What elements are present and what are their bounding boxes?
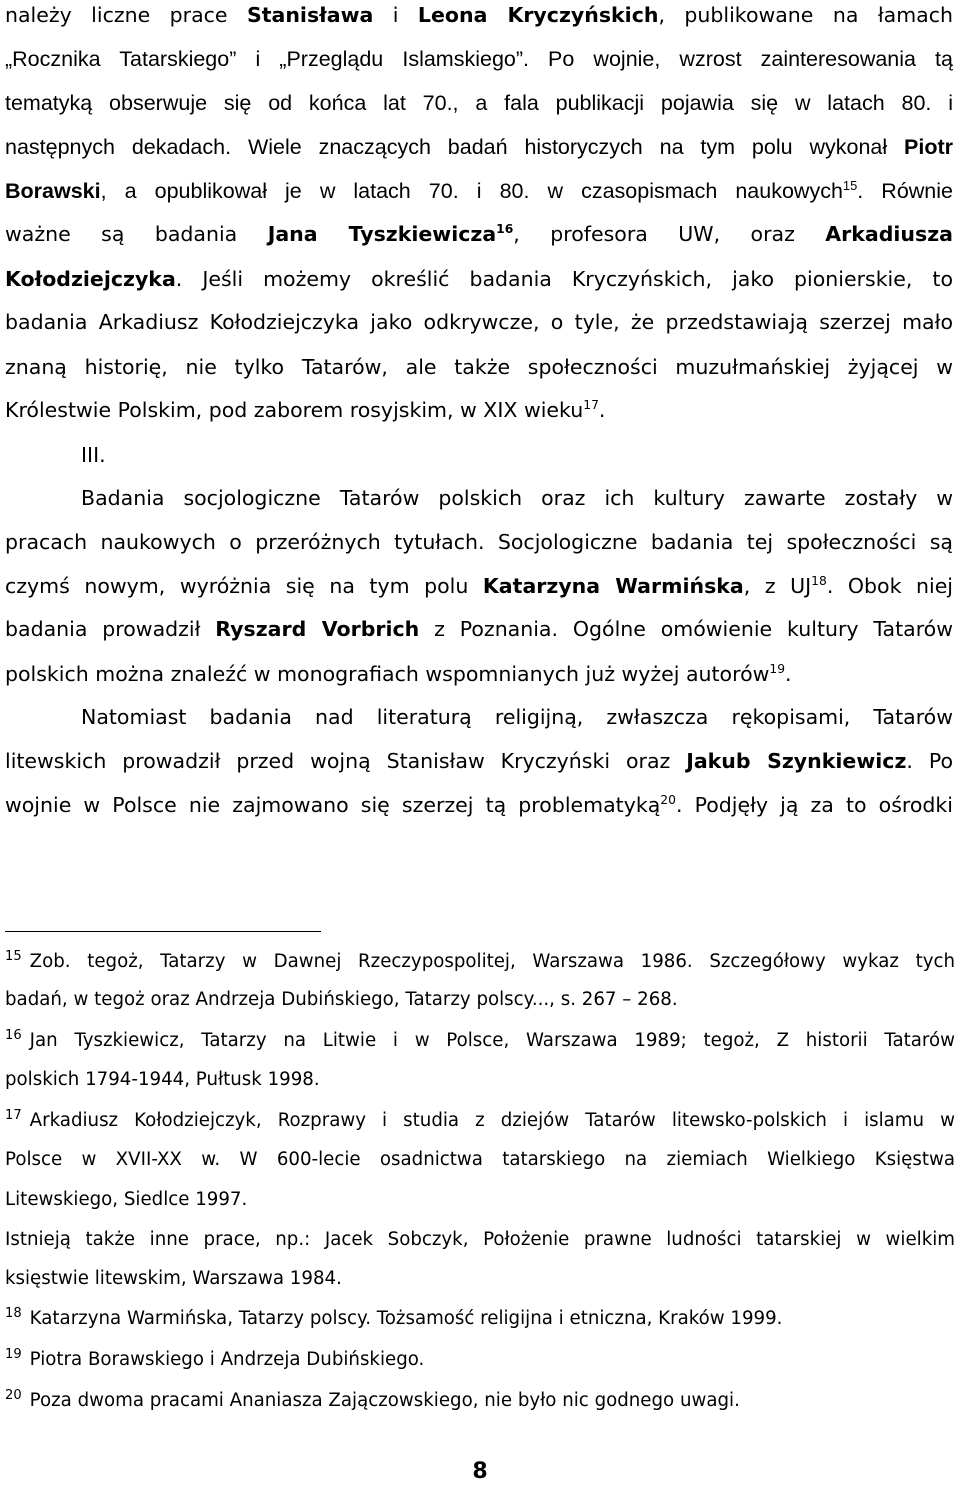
author-name: Arkadiusza [825, 222, 953, 246]
text: . Obok niej [826, 574, 953, 598]
footnote-15-cont: badań, w tegoż oraz Andrzeja Dubińskiego, Tatarzy polscy..., s. 267 – 268. [5, 989, 678, 1010]
page-number: 8 [472, 1459, 488, 1484]
body-line-12: Badania socjologiczne Tatarów polskich oraz ich kultury zawarte zostały w [81, 486, 953, 510]
body-line-16 [5, 652, 953, 696]
footnote-19 [5, 1340, 955, 1380]
text: litewskich prowadził przed wojną Stanisław Kryczyński oraz [5, 749, 687, 773]
text: . Podjęły ją za to ośrodki [675, 793, 953, 817]
text: , publikowane na łamach [658, 3, 953, 27]
footnote-17 [5, 1101, 955, 1141]
footnote-number: 15 [5, 948, 22, 964]
text: . [598, 398, 606, 422]
footnote-ref: 19 [769, 662, 786, 677]
footnote-15 [5, 942, 955, 982]
footnote-17-cont: księstwie litewskim, Warszawa 1984. [5, 1268, 342, 1289]
body-line-19 [5, 783, 953, 827]
footnote-number: 20 [5, 1387, 22, 1403]
footnote-ref: 15 [842, 177, 858, 193]
author-name: Leona Kryczyńskich [417, 3, 659, 27]
body-line-13: pracach naukowych o przeróżnych tytułach. Socjologiczne badania tej społeczności są [5, 530, 953, 554]
footnote-text: Arkadiusz Kołodziejczyk, Rozprawy i studia z dziejów Tatarów litewsko-polskich i islamu w [29, 1110, 955, 1131]
footnote-separator [5, 931, 321, 932]
body-line-14 [5, 564, 953, 608]
body-line-6 [5, 212, 953, 256]
footnote-text: Zob. tegoż, Tatarzy w Dawnej Rzeczypospolitej, Warszawa 1986. Szczegółowy wykaz tych [29, 951, 955, 972]
body-line-2: „Rocznika Tatarskiego” i „Przeglądu Islamskiego”. Po wojnie, wzrost zainteresowania tą [5, 47, 953, 71]
author-name: Katarzyna Warmińska [482, 574, 744, 598]
footnote-18 [5, 1299, 955, 1339]
text: wojnie w Polsce nie zajmowano się szerzej tą problematyką [5, 793, 661, 817]
footnote-20 [5, 1381, 955, 1421]
author-name: Kołodziejczyka [5, 267, 176, 291]
body-line-8: badania Arkadiusz Kołodziejczyka jako odkrywcze, o tyle, że przedstawiają szerzej mało [5, 310, 953, 334]
author-name: Borawski [5, 179, 101, 203]
author-name: Ryszard Vorbrich [215, 617, 420, 641]
author-name: Jana Tyszkiewicza [267, 222, 497, 246]
body-line-1 [5, 0, 953, 37]
text: badania prowadził [5, 617, 216, 641]
footnote-number: 16 [5, 1027, 22, 1043]
text: . [785, 662, 792, 686]
footnote-ref: 16 [496, 222, 514, 237]
footnote-16 [5, 1021, 955, 1061]
body-line-15 [5, 607, 953, 651]
body-line-5 [5, 169, 953, 213]
text: . Równie [857, 179, 953, 203]
author-name: Jakub Szynkiewicz [686, 749, 907, 773]
footnote-17-cont: Polsce w XVII-XX w. W 600-lecie osadnictwa tatarskiego na ziemiach Wielkiego Księstwa [5, 1149, 955, 1170]
author-name: Stanisława [246, 3, 374, 27]
footnote-17-cont: Litewskiego, Siedlce 1997. [5, 1189, 248, 1210]
text: . Po [906, 749, 954, 773]
text: ważne są badania [5, 222, 268, 246]
body-line-17: Natomiast badania nad literaturą religijną, zwłaszcza rękopisami, Tatarów [81, 705, 953, 729]
text: czymś nowym, wyróżnia się na tym polu [5, 574, 483, 598]
footnote-number: 18 [5, 1305, 22, 1321]
body-line-10 [5, 388, 953, 432]
text: , a opublikował je w latach 70. i 80. w czasopismach naukowych [100, 179, 843, 203]
body-line-18 [5, 739, 953, 783]
section-heading: III. [81, 443, 106, 467]
footnote-ref: 20 [660, 793, 676, 808]
footnote-ref: 18 [811, 574, 827, 589]
footnote-number: 19 [5, 1346, 22, 1362]
text: , profesora UW, oraz [513, 222, 826, 246]
footnote-text: Katarzyna Warmińska, Tatarzy polscy. Tożsamość religijna i etniczna, Kraków 1999. [29, 1308, 783, 1329]
body-line-3: tematyką obserwuje się od końca lat 70., a fala publikacji pojawia się w latach 80. i [5, 91, 953, 115]
footnote-number: 17 [5, 1107, 22, 1123]
text: należy liczne prace [5, 3, 247, 27]
text: . Jeśli możemy określić badania Kryczyńskich, jako pionierskie, to [175, 267, 953, 291]
text: Królestwie Polskim, pod zaborem rosyjskim, w XIX wieku [5, 398, 584, 422]
author-name: Piotr [904, 135, 953, 159]
body-line-4 [5, 125, 953, 169]
text: z Poznania. Ogólne omówienie kultury Tatarów [419, 617, 953, 641]
text: następnych dekadach. Wiele znaczących badań historyczych na tym polu wykonał [5, 135, 905, 159]
text: , z UJ [743, 574, 812, 598]
footnote-16-cont: polskich 1794-1944, Pułtusk 1998. [5, 1069, 320, 1090]
body-line-9: znaną historię, nie tylko Tatarów, ale także społeczności muzułmańskiej żyjącej w [5, 355, 953, 379]
footnote-text: Jan Tyszkiewicz, Tatarzy na Litwie i w Polsce, Warszawa 1989; tegoż, Z historii Tatarów [29, 1030, 955, 1051]
body-line-7 [5, 257, 953, 301]
text: polskich można znaleźć w monografiach wspomnianych już wyżej autorów [5, 662, 770, 686]
footnote-ref: 17 [583, 398, 599, 413]
footnote-17-cont: Istnieją także inne prace, np.: Jacek Sobczyk, Położenie prawne ludności tatarskiej w wielkim [5, 1229, 955, 1250]
footnote-text: Piotra Borawskiego i Andrzeja Dubińskiego. [29, 1349, 425, 1370]
footnote-text: Poza dwoma pracami Ananiasza Zajączowskiego, nie było nic godnego uwagi. [29, 1390, 740, 1411]
text: i [373, 3, 418, 27]
